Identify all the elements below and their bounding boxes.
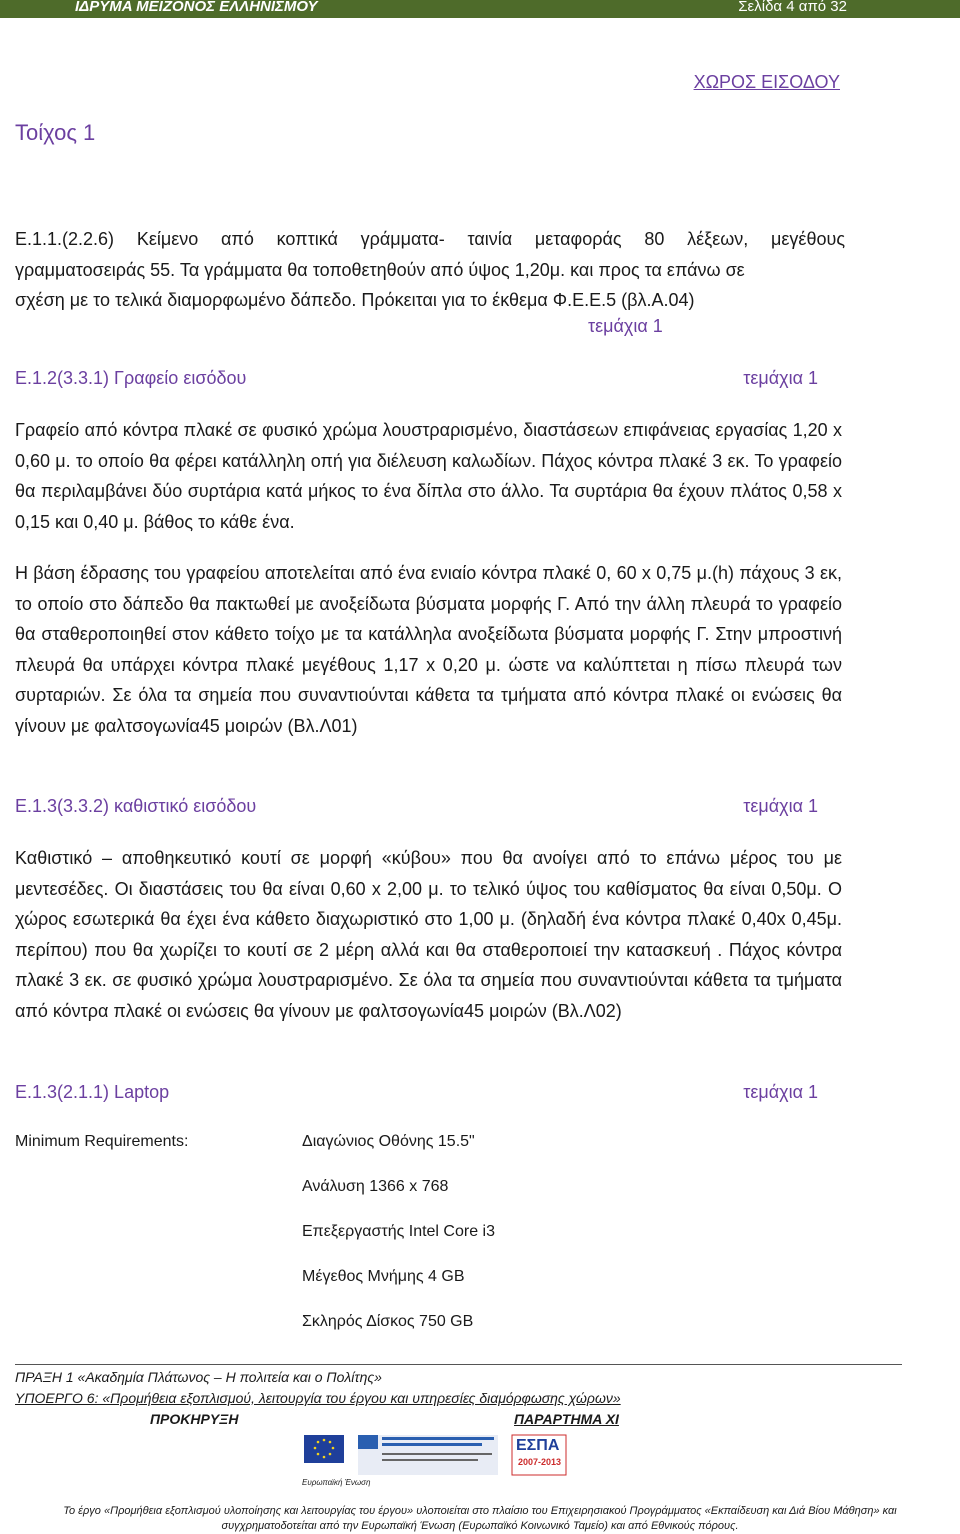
item1-qty: τεμάχια 1 [588,316,663,336]
item2-paragraph-2: Η βάση έδρασης του γραφείου αποτελείται από ένα ενιαίο κόντρα πλακέ 0, 60 x 0,75 μ.(h) πάχους 3 εκ, το οποίο στο δάπεδο θα πακτωθεί με ανοξείδωτα βύσματα μορφής Γ. Από την άλλη πλευρά το γραφείο θα σταθεροποιηθεί στον κάθετο τοίχο με τα κατάλληλα ανοξείδωτα βύσματα μορφής Γ. Στην μπροστινή πλευρά θα υπάρχει κόντρα πλακέ μεγέθους 1,17 x 0,20 μ. ώστε να καλύπτεται η πίσω πλευρά των συρταριών. Σε όλα τα σημεία που συναντιούνται κάθετα τα τμήματα από κόντρα πλακέ οι ενώσεις θα γίνουν με φαλτσογωνία45 μοιρών (Βλ.Λ01) [15,563,842,736]
item4-code: Ε.1.3(2.1.1) Laptop [15,1082,170,1102]
section-title: ΧΩΡΟΣ ΕΙΣΟΔΟΥ [693,72,840,92]
requirement-item: Διαγώνιος Οθόνης 15.5" [302,1133,475,1150]
eu-label: Ευρωπαϊκή Ένωση [302,1478,371,1487]
footer-parartima: ΠΑΡΑΡΤΗΜΑ XI [514,1411,619,1427]
page-number: Σελίδα 4 από 32 [738,0,847,15]
item2-qty: τεμάχια 1 [743,368,818,388]
item3-qty: τεμάχια 1 [743,796,818,816]
item1-line: γραμματοσειράς 55. Τα γράμματα θα τοποθετηθούν από ύψος 1,20μ. και προς τα επάνω σε [15,259,745,280]
item2-paragraph-1: Γραφείο από κόντρα πλακέ σε φυσικό χρώμα λουστραρισμένο, διαστάσεων επιφάνειας εργασίας 1,20 x 0,60 μ. το οποίο θα φέρει κατάλληλη οπή για διέλευση καλωδίων. Πάχος κόντρα πλακέ 3 εκ. Το γραφείο θα περιλαμβάνει δύο συρτάρια κατά μήκος το ένα δίπλα στο άλλο. Τα συρτάρια θα έχουν πλάτος 0,58 x 0,15 και 0,40 μ. βάθος το κάθε ένα. [15,420,842,532]
item1-line: σχέση με το τελικά διαμορφωμένο δάπεδο. Πρόκειται για το έκθεμα Φ.Ε.Ε.5 (βλ.Α.04) [15,290,695,310]
item3-paragraph: Καθιστικό – αποθηκευτικό κουτί σε μορφή «κύβου» που θα ανοίγει από το επάνω μέρος του με μεντεσέδες. Οι διαστάσεις του θα είναι 0,60 x 2,00 μ. το τελικό ύψος του καθίσματος θα είναι 0,50μ. Ο χώρος εσωτερικά θα έχει ένα κάθετο διαχωριστικό στο 1,00 μ. (δηλαδή ένα κόντρα πλακέ 0,40x 0,45μ. περίπου) που θα χωρίζει το κουτί σε 2 μέρη αλλά και θα σταθεροποιεί την κατασκευή . Πάχος κόντρα πλακέ 3 εκ. σε φυσικό χρώμα λουστραρισμένο. Σε όλα τα σημεία που συναντιούνται κάθετα τα τμήματα από κόντρα πλακέ οι ενώσεις θα γίνουν με φαλτσογωνία45 μοιρών (Βλ.Λ02) [15,848,842,1021]
item4-qty: τεμάχια 1 [743,1082,818,1102]
footer-divider [15,1364,902,1365]
espa-years: 2007-2013 [518,1457,562,1467]
espa-label: ΕΣΠΑ [516,1437,560,1454]
footer-praxi: ΠΡΑΞΗ 1 «Ακαδημία Πλάτωνος – Η πολιτεία και ο Πολίτης» [15,1369,382,1385]
requirements-label: Minimum Requirements: [15,1133,189,1150]
item3-heading [15,796,818,820]
requirement-item: Ανάλυση 1366 x 768 [302,1178,449,1195]
footer-note: Το έργο «Προμήθεια εξοπλισμού υλοποίησης και λειτουργίας του έργου» υλοποιείται στο πλαίσιο του Επιχειρησιακού Προγράμματος «Εκπαίδευση και Διά Βίου Μάθηση» και συγχρηματοδοτείται από την Ευρωπαϊκή Ένωση (Ευρωπαϊκό Κοινωνικό Ταμείο) και από Εθνικούς πόρους. [63,1505,897,1532]
item2-code: Ε.1.2(3.3.1) Γραφείο εισόδου [15,368,247,388]
footer-ypoergo: ΥΠΟΕΡΓΟ 6: «Προμήθεια εξοπλισμού, λειτουργία του έργου και υπηρεσίες διαμόρφωσης χώρων» [15,1390,621,1406]
item1-text [15,224,845,316]
item4-heading [15,1082,818,1106]
header-org: ΙΔΡΥΜΑ ΜΕΙΖΟΝΟΣ ΕΛΛΗΝΙΣΜΟΥ [75,0,318,15]
footer-prokiryxi: ΠΡΟΚΗΡΥΞΗ [150,1411,239,1427]
requirement-item: Επεξεργαστής Intel Core i3 [302,1223,496,1240]
requirement-item: Μέγεθος Μνήμης 4 GB [302,1268,465,1285]
item3-code: Ε.1.3(3.3.2) καθιστικό εισόδου [15,796,257,816]
item2-heading [15,368,818,392]
item1-line: Ε.1.1.(2.2.6) Κείμενο από κοπτικά γράμματα- ταινία μεταφοράς 80 λέξεων, μεγέθους [15,229,845,249]
wall-title: Τοίχος 1 [15,120,96,145]
requirement-item: Σκληρός Δίσκος 750 GB [302,1313,474,1330]
